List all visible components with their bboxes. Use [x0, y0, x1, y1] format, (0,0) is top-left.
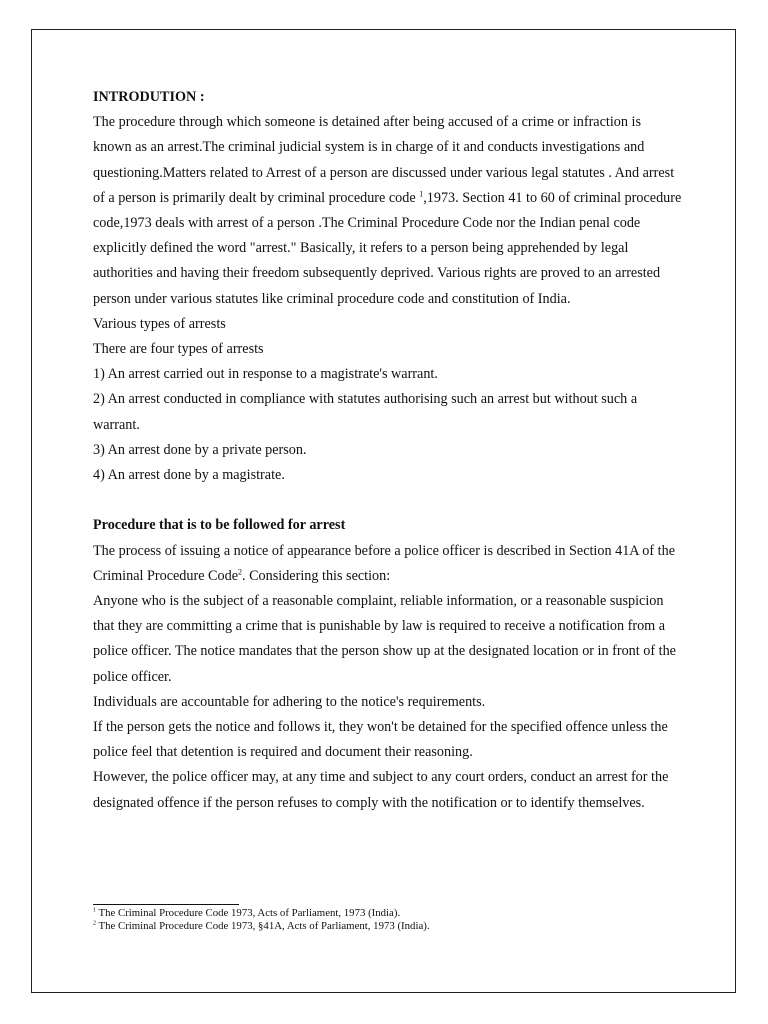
footnote-number: 1: [93, 907, 96, 914]
arrest-type-item: 3) An arrest done by a private person.: [93, 441, 307, 458]
procedure-text-part2: . Considering this section:: [242, 567, 391, 584]
intro-paragraph: [93, 110, 683, 312]
footnote-text: The Criminal Procedure Code 1973, Acts of Parliament, 1973 (India).: [96, 907, 401, 919]
footnote-1: [93, 907, 693, 920]
procedure-paragraph-1: [93, 539, 683, 589]
footnote-ref-2: 2: [238, 567, 242, 577]
procedure-paragraph-3: Individuals are accountable for adhering to the notice's requirements.: [93, 693, 486, 710]
procedure-heading: Procedure that is to be followed for arrest: [93, 517, 346, 534]
footnote-number: 2: [93, 920, 96, 927]
types-subheading: Various types of arrests: [93, 315, 226, 332]
arrest-type-item: 4) An arrest done by a magistrate.: [93, 467, 285, 484]
arrest-type-item: 1) An arrest carried out in response to a magistrate's warrant.: [93, 366, 438, 383]
section-spacer: [93, 488, 683, 513]
footnote-ref-1: 1: [419, 189, 424, 199]
procedure-paragraph-5: However, the police officer may, at any time and subject to any court orders, conduct an arrest for the designated offence if the person refuses to comply with the notification or to identify themselves.: [93, 769, 669, 811]
procedure-paragraph-2: Anyone who is the subject of a reasonable complaint, reliable information, or a reasonable suspicion that they are committing a crime that is punishable by law is required to receive a notification from a police officer. The notice mandates that the person show up at the designated location or in front of the police officer.: [93, 593, 676, 685]
document-body: [93, 85, 683, 816]
footnote-text: The Criminal Procedure Code 1973, §41A, Acts of Parliament, 1973 (India).: [96, 920, 430, 932]
footnotes: [93, 907, 693, 933]
procedure-text-part1: The process of issuing a notice of appearance before a police officer is described in Section 41A of the Criminal Procedure Code: [93, 542, 675, 584]
intro-text-part1: The procedure through which someone is detained after being accused of a crime or infraction is known as an arrest.The criminal judicial system is in charge of it and conducts investigations and questioning.Matters related to Arrest of a person are discussed under various legal statutes . And arrest of a person is primarily dealt by criminal procedure code: [93, 114, 675, 206]
footnote-separator: [93, 904, 239, 905]
four-types-line: There are four types of arrests: [93, 341, 264, 358]
intro-text-part2: ,1973. Section 41 to 60 of criminal procedure code,1973 deals with arrest of a person .The Criminal Procedure Code nor the Indian penal code explicitly defined the word "arrest." Basically, it refers to a person being apprehended by legal authorities and having their freedom subsequently deprived. Various rights are proved to an arrested person under various statutes like criminal procedure code and constitution of India.: [93, 189, 682, 307]
arrest-type-item: 2) An arrest conducted in compliance with statutes authorising such an arrest but without such a warrant.: [93, 391, 638, 433]
intro-heading: INTRODUTION :: [93, 89, 205, 105]
footnote-2: [93, 920, 693, 933]
procedure-paragraph-4: If the person gets the notice and follows it, they won't be detained for the specified offence unless the police feel that detention is required and document their reasoning.: [93, 719, 668, 761]
